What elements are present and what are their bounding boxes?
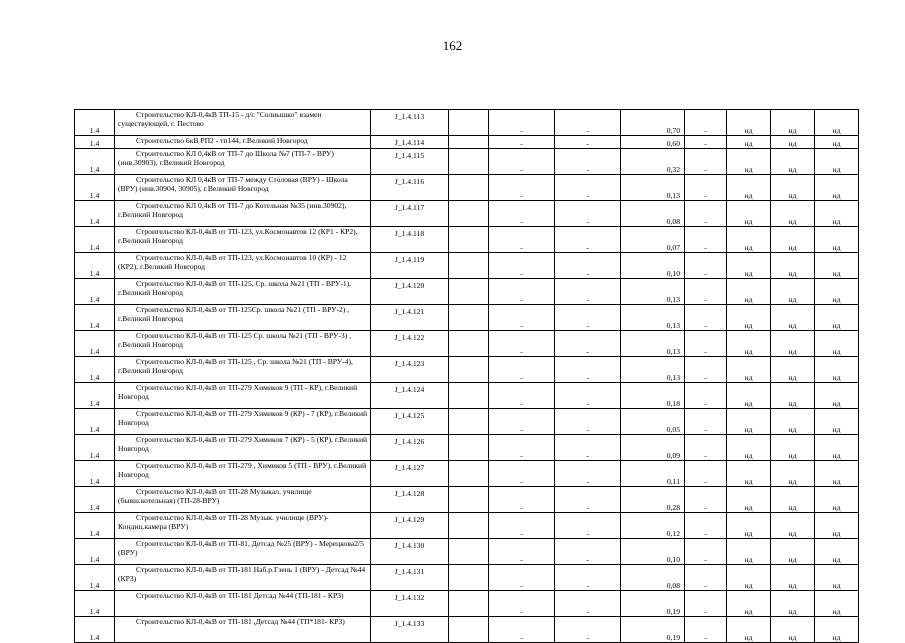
project-code: J_1.4.118 bbox=[371, 227, 449, 253]
project-name-text: Строительство КЛ-0,4кВ от ТП-123, ул.Космонавтов 12 (КР1 - КР2), г.Великий Новгород bbox=[118, 227, 358, 245]
nd-cell: нд bbox=[815, 253, 859, 279]
nd-cell: нд bbox=[771, 409, 815, 435]
project-name-text: Строительство КЛ-0,4кВ от ТП-279 Химиков 7 (КР) - 5 (КР), г.Великий Новгород bbox=[118, 435, 368, 453]
nd-cell: нд bbox=[771, 136, 815, 149]
project-code: J_1.4.114 bbox=[371, 136, 449, 149]
project-name bbox=[115, 175, 371, 201]
table-row bbox=[75, 305, 859, 331]
nd-cell: нд bbox=[815, 227, 859, 253]
dash-cell: - bbox=[555, 279, 621, 305]
project-code: J_1.4.133 bbox=[371, 617, 449, 643]
row-number: 1.4 bbox=[75, 539, 115, 565]
dash-cell: - bbox=[555, 175, 621, 201]
project-code: J_1.4.120 bbox=[371, 279, 449, 305]
dash-cell: - bbox=[555, 539, 621, 565]
nd-cell: нд bbox=[771, 331, 815, 357]
row-number: 1.4 bbox=[75, 175, 115, 201]
project-name bbox=[115, 461, 371, 487]
project-name bbox=[115, 565, 371, 591]
row-number: 1.4 bbox=[75, 461, 115, 487]
project-code: J_1.4.115 bbox=[371, 149, 449, 175]
project-name bbox=[115, 136, 371, 149]
row-number: 1.4 bbox=[75, 136, 115, 149]
nd-cell: нд bbox=[727, 110, 771, 136]
project-code: J_1.4.119 bbox=[371, 253, 449, 279]
project-name-text: Строительство КЛ-0,4кВ от ТП-125, Ср. школа №21 (ТП - ВРУ-1), г.Великий Новгород bbox=[118, 279, 352, 297]
nd-cell: нд bbox=[815, 331, 859, 357]
project-name bbox=[115, 617, 371, 643]
nd-cell: нд bbox=[815, 435, 859, 461]
nd-cell: нд bbox=[727, 136, 771, 149]
nd-cell: нд bbox=[727, 383, 771, 409]
dash-cell: - bbox=[555, 461, 621, 487]
project-name bbox=[115, 513, 371, 539]
table-row bbox=[75, 487, 859, 513]
dash-cell: - bbox=[685, 591, 727, 617]
nd-cell: нд bbox=[771, 253, 815, 279]
project-name-text: Строительство КЛ-0,4кВ от ТП-181 ,Детсад №44 (ТП*181- КР3) bbox=[136, 617, 345, 626]
nd-cell: нд bbox=[727, 201, 771, 227]
project-name bbox=[115, 227, 371, 253]
project-name bbox=[115, 201, 371, 227]
empty-cell bbox=[449, 136, 489, 149]
nd-cell: нд bbox=[771, 383, 815, 409]
dash-cell: - bbox=[489, 201, 555, 227]
nd-cell: нд bbox=[771, 487, 815, 513]
row-number: 1.4 bbox=[75, 227, 115, 253]
length-value: 0,13 bbox=[621, 357, 685, 383]
empty-cell bbox=[449, 435, 489, 461]
empty-cell bbox=[449, 253, 489, 279]
dash-cell: - bbox=[489, 149, 555, 175]
nd-cell: нд bbox=[815, 175, 859, 201]
row-number: 1.4 bbox=[75, 279, 115, 305]
row-number: 1.4 bbox=[75, 435, 115, 461]
nd-cell: нд bbox=[771, 227, 815, 253]
dash-cell: - bbox=[489, 331, 555, 357]
table-row bbox=[75, 461, 859, 487]
row-number: 1.4 bbox=[75, 513, 115, 539]
project-name-text: Строительство КЛ-0,4кВ от ТП-28 Музыкал. училище (бывш.котельная) (ТП-28-ВРУ) bbox=[118, 487, 312, 505]
dash-cell: - bbox=[489, 136, 555, 149]
table-row bbox=[75, 591, 859, 617]
table-body bbox=[75, 110, 859, 643]
nd-cell: нд bbox=[815, 279, 859, 305]
empty-cell bbox=[449, 591, 489, 617]
empty-cell bbox=[449, 175, 489, 201]
empty-cell bbox=[449, 149, 489, 175]
page-number: 162 bbox=[442, 38, 463, 53]
dash-cell: - bbox=[489, 513, 555, 539]
dash-cell: - bbox=[685, 617, 727, 643]
dash-cell: - bbox=[489, 383, 555, 409]
empty-cell bbox=[449, 227, 489, 253]
row-number: 1.4 bbox=[75, 305, 115, 331]
row-number: 1.4 bbox=[75, 565, 115, 591]
dash-cell: - bbox=[489, 591, 555, 617]
project-name bbox=[115, 331, 371, 357]
row-number: 1.4 bbox=[75, 357, 115, 383]
length-value: 0,08 bbox=[621, 201, 685, 227]
table-row bbox=[75, 279, 859, 305]
nd-cell: нд bbox=[727, 279, 771, 305]
nd-cell: нд bbox=[815, 565, 859, 591]
empty-cell bbox=[449, 409, 489, 435]
project-code: J_1.4.116 bbox=[371, 175, 449, 201]
project-name-text: Строительство КЛ-0,4кВ ТП-15 - д/с "Солнышко" взамен существующей, г. Пестово bbox=[118, 110, 322, 128]
nd-cell: нд bbox=[771, 539, 815, 565]
dash-cell: - bbox=[555, 149, 621, 175]
nd-cell: нд bbox=[815, 110, 859, 136]
nd-cell: нд bbox=[727, 513, 771, 539]
table-row bbox=[75, 409, 859, 435]
nd-cell: нд bbox=[815, 305, 859, 331]
dash-cell: - bbox=[685, 227, 727, 253]
project-name-text: Строительство КЛ-0,4кВ от ТП-125 , Ср. школа №21 (ТП - ВРУ-4), г.Великий Новгород bbox=[118, 357, 353, 375]
nd-cell: нд bbox=[771, 435, 815, 461]
project-name-text: Строительство КЛ-0,4кВ от ТП-279 Химиков 9 (КР) - 7 (КР), г.Великий Новгород bbox=[118, 409, 368, 427]
table-row bbox=[75, 513, 859, 539]
dash-cell: - bbox=[685, 331, 727, 357]
dash-cell: - bbox=[555, 617, 621, 643]
nd-cell: нд bbox=[727, 461, 771, 487]
nd-cell: нд bbox=[771, 175, 815, 201]
project-name bbox=[115, 110, 371, 136]
length-value: 0,08 bbox=[621, 565, 685, 591]
project-name bbox=[115, 409, 371, 435]
table-row bbox=[75, 617, 859, 643]
table-row bbox=[75, 136, 859, 149]
nd-cell: нд bbox=[727, 357, 771, 383]
row-number: 1.4 bbox=[75, 331, 115, 357]
project-name-text: Строительство КЛ-0,4кВ от ТП-279 Химиков 9 (ТП - КР), г.Великий Новгород bbox=[118, 383, 358, 401]
row-number: 1.4 bbox=[75, 487, 115, 513]
nd-cell: нд bbox=[727, 331, 771, 357]
nd-cell: нд bbox=[727, 305, 771, 331]
dash-cell: - bbox=[555, 565, 621, 591]
length-value: 0,12 bbox=[621, 513, 685, 539]
dash-cell: - bbox=[685, 487, 727, 513]
dash-cell: - bbox=[489, 110, 555, 136]
length-value: 0,11 bbox=[621, 461, 685, 487]
project-code: J_1.4.132 bbox=[371, 591, 449, 617]
length-value: 0,10 bbox=[621, 539, 685, 565]
nd-cell: нд bbox=[815, 383, 859, 409]
table-row bbox=[75, 383, 859, 409]
dash-cell: - bbox=[685, 201, 727, 227]
dash-cell: - bbox=[489, 253, 555, 279]
row-number: 1.4 bbox=[75, 253, 115, 279]
dash-cell: - bbox=[685, 149, 727, 175]
empty-cell bbox=[449, 331, 489, 357]
length-value: 0,10 bbox=[621, 253, 685, 279]
dash-cell: - bbox=[685, 175, 727, 201]
nd-cell: нд bbox=[727, 617, 771, 643]
project-name-text: Строительство КЛ 0,4кВ от ТП-7 до Котельная №35 (инв.30902), г.Великий Новгород bbox=[118, 201, 347, 219]
project-name bbox=[115, 149, 371, 175]
table-row bbox=[75, 435, 859, 461]
empty-cell bbox=[449, 357, 489, 383]
nd-cell: нд bbox=[815, 617, 859, 643]
empty-cell bbox=[449, 279, 489, 305]
dash-cell: - bbox=[489, 409, 555, 435]
project-code: J_1.4.127 bbox=[371, 461, 449, 487]
length-value: 0,13 bbox=[621, 279, 685, 305]
dash-cell: - bbox=[489, 487, 555, 513]
dash-cell: - bbox=[685, 357, 727, 383]
length-value: 0,32 bbox=[621, 149, 685, 175]
empty-cell bbox=[449, 110, 489, 136]
project-name bbox=[115, 435, 371, 461]
length-value: 0,28 bbox=[621, 487, 685, 513]
nd-cell: нд bbox=[771, 357, 815, 383]
dash-cell: - bbox=[489, 227, 555, 253]
nd-cell: нд bbox=[771, 149, 815, 175]
table-row bbox=[75, 253, 859, 279]
dash-cell: - bbox=[555, 110, 621, 136]
length-value: 0,05 bbox=[621, 409, 685, 435]
table-row bbox=[75, 201, 859, 227]
length-value: 0,13 bbox=[621, 305, 685, 331]
empty-cell bbox=[449, 487, 489, 513]
nd-cell: нд bbox=[815, 461, 859, 487]
project-name-text: Строительство КЛ-0,4кВ от ТП-28 Музык. училище (ВРУ)- Кондиц.камера (ВРУ) bbox=[118, 513, 329, 531]
project-name bbox=[115, 279, 371, 305]
dash-cell: - bbox=[489, 565, 555, 591]
dash-cell: - bbox=[555, 331, 621, 357]
project-name-text: Строительство 6кВ РП2 - тп144, г.Великий Новгород bbox=[136, 136, 308, 145]
empty-cell bbox=[449, 617, 489, 643]
nd-cell: нд bbox=[771, 513, 815, 539]
dash-cell: - bbox=[489, 435, 555, 461]
length-value: 0,70 bbox=[621, 110, 685, 136]
dash-cell: - bbox=[555, 227, 621, 253]
dash-cell: - bbox=[489, 461, 555, 487]
dash-cell: - bbox=[685, 435, 727, 461]
project-code: J_1.4.117 bbox=[371, 201, 449, 227]
dash-cell: - bbox=[685, 513, 727, 539]
row-number: 1.4 bbox=[75, 409, 115, 435]
project-name bbox=[115, 305, 371, 331]
project-name bbox=[115, 357, 371, 383]
nd-cell: нд bbox=[727, 565, 771, 591]
nd-cell: нд bbox=[727, 435, 771, 461]
nd-cell: нд bbox=[815, 539, 859, 565]
nd-cell: нд bbox=[727, 487, 771, 513]
empty-cell bbox=[449, 201, 489, 227]
nd-cell: нд bbox=[727, 149, 771, 175]
nd-cell: нд bbox=[771, 617, 815, 643]
dash-cell: - bbox=[685, 565, 727, 591]
nd-cell: нд bbox=[771, 565, 815, 591]
dash-cell: - bbox=[555, 409, 621, 435]
project-name-text: Строительство КЛ-0,4кВ от ТП-279 , Химиков 5 (ТП - ВРУ), г.Великий Новгород bbox=[118, 461, 367, 479]
dash-cell: - bbox=[685, 539, 727, 565]
project-code: J_1.4.123 bbox=[371, 357, 449, 383]
project-code: J_1.4.113 bbox=[371, 110, 449, 136]
project-name bbox=[115, 253, 371, 279]
empty-cell bbox=[449, 565, 489, 591]
project-code: J_1.4.124 bbox=[371, 383, 449, 409]
dash-cell: - bbox=[489, 305, 555, 331]
dash-cell: - bbox=[555, 201, 621, 227]
project-name-text: Строительство КЛ-0,4кВ от ТП-123, ул.Космонавтов 10 (КР) - 12 (КР2), г.Великий Новгород bbox=[118, 253, 347, 271]
length-value: 0,19 bbox=[621, 591, 685, 617]
project-name-text: Строительство КЛ-0,4кВ от ТП-125 Ср. школа №21 (ТП - ВРУ-3) , г.Великий Новгород bbox=[118, 331, 352, 349]
project-name-text: Строительство КЛ-0,4кВ от ТП-181 Детсад №44 (ТП-181 - КР3) bbox=[136, 591, 344, 600]
row-number: 1.4 bbox=[75, 110, 115, 136]
dash-cell: - bbox=[489, 279, 555, 305]
table-row bbox=[75, 227, 859, 253]
dash-cell: - bbox=[489, 357, 555, 383]
dash-cell: - bbox=[555, 136, 621, 149]
empty-cell bbox=[449, 383, 489, 409]
nd-cell: нд bbox=[771, 461, 815, 487]
length-value: 0,13 bbox=[621, 175, 685, 201]
project-name-text: Строительство КЛ-0,4кВ от ТП-181 Наб.р.Гзень 1 (ВРУ) - Детсад №44 (КР3) bbox=[118, 565, 366, 583]
nd-cell: нд bbox=[815, 487, 859, 513]
row-number: 1.4 bbox=[75, 149, 115, 175]
length-value: 0,13 bbox=[621, 331, 685, 357]
project-code: J_1.4.125 bbox=[371, 409, 449, 435]
nd-cell: нд bbox=[771, 110, 815, 136]
nd-cell: нд bbox=[771, 201, 815, 227]
project-name-text: Строительство КЛ 0,4кВ от ТП-7 между Столовая (ВРУ) - Школа (ВРУ) (инв.30904, 30905), г.Великий Новгород bbox=[118, 175, 348, 193]
nd-cell: нд bbox=[727, 253, 771, 279]
dash-cell: - bbox=[685, 136, 727, 149]
row-number: 1.4 bbox=[75, 617, 115, 643]
length-value: 0,19 bbox=[621, 617, 685, 643]
table-row bbox=[75, 565, 859, 591]
project-name bbox=[115, 487, 371, 513]
dash-cell: - bbox=[685, 461, 727, 487]
nd-cell: нд bbox=[815, 136, 859, 149]
project-code: J_1.4.131 bbox=[371, 565, 449, 591]
row-number: 1.4 bbox=[75, 591, 115, 617]
empty-cell bbox=[449, 539, 489, 565]
dash-cell: - bbox=[555, 435, 621, 461]
length-value: 0,60 bbox=[621, 136, 685, 149]
dash-cell: - bbox=[555, 591, 621, 617]
row-number: 1.4 bbox=[75, 201, 115, 227]
row-number: 1.4 bbox=[75, 383, 115, 409]
nd-cell: нд bbox=[727, 227, 771, 253]
dash-cell: - bbox=[489, 539, 555, 565]
dash-cell: - bbox=[685, 383, 727, 409]
project-name-text: Строительство КЛ-0,4кВ от ТП-125Ср. школа №21 (ТП - ВРУ-2) , г.Великий Новгород bbox=[118, 305, 350, 323]
project-name-text: Строительство КЛ 0,4кВ от ТП-7 до Школа №7 (ТП-7 - ВРУ) (инв.30903), г.Великий Новгород bbox=[118, 149, 334, 167]
dash-cell: - bbox=[555, 487, 621, 513]
nd-cell: нд bbox=[771, 591, 815, 617]
table-row bbox=[75, 175, 859, 201]
dash-cell: - bbox=[555, 357, 621, 383]
nd-cell: нд bbox=[815, 591, 859, 617]
dash-cell: - bbox=[685, 409, 727, 435]
nd-cell: нд bbox=[727, 539, 771, 565]
nd-cell: нд bbox=[815, 409, 859, 435]
investment-table bbox=[74, 109, 859, 643]
dash-cell: - bbox=[555, 383, 621, 409]
length-value: 0,07 bbox=[621, 227, 685, 253]
empty-cell bbox=[449, 305, 489, 331]
dash-cell: - bbox=[555, 305, 621, 331]
length-value: 0,18 bbox=[621, 383, 685, 409]
nd-cell: нд bbox=[727, 175, 771, 201]
project-name bbox=[115, 591, 371, 617]
empty-cell bbox=[449, 513, 489, 539]
project-code: J_1.4.126 bbox=[371, 435, 449, 461]
project-name bbox=[115, 539, 371, 565]
nd-cell: нд bbox=[815, 513, 859, 539]
table-row bbox=[75, 110, 859, 136]
dash-cell: - bbox=[555, 253, 621, 279]
table-row bbox=[75, 539, 859, 565]
length-value: 0,09 bbox=[621, 435, 685, 461]
table-row bbox=[75, 357, 859, 383]
nd-cell: нд bbox=[771, 279, 815, 305]
nd-cell: нд bbox=[771, 305, 815, 331]
table-row bbox=[75, 149, 859, 175]
project-code: J_1.4.122 bbox=[371, 331, 449, 357]
dash-cell: - bbox=[685, 253, 727, 279]
nd-cell: нд bbox=[815, 149, 859, 175]
project-code: J_1.4.128 bbox=[371, 487, 449, 513]
nd-cell: нд bbox=[727, 409, 771, 435]
dash-cell: - bbox=[489, 175, 555, 201]
table-row bbox=[75, 331, 859, 357]
dash-cell: - bbox=[685, 110, 727, 136]
project-name bbox=[115, 383, 371, 409]
nd-cell: нд bbox=[815, 201, 859, 227]
nd-cell: нд bbox=[815, 357, 859, 383]
empty-cell bbox=[449, 461, 489, 487]
project-code: J_1.4.129 bbox=[371, 513, 449, 539]
project-name-text: Строительство КЛ-0,4кВ от ТП-81, Детсад №25 (ВРУ) - Мерецкова2/5 (ВРУ) bbox=[118, 539, 364, 557]
dash-cell: - bbox=[555, 513, 621, 539]
nd-cell: нд bbox=[727, 591, 771, 617]
project-code: J_1.4.121 bbox=[371, 305, 449, 331]
dash-cell: - bbox=[489, 617, 555, 643]
dash-cell: - bbox=[685, 279, 727, 305]
dash-cell: - bbox=[685, 305, 727, 331]
project-code: J_1.4.130 bbox=[371, 539, 449, 565]
